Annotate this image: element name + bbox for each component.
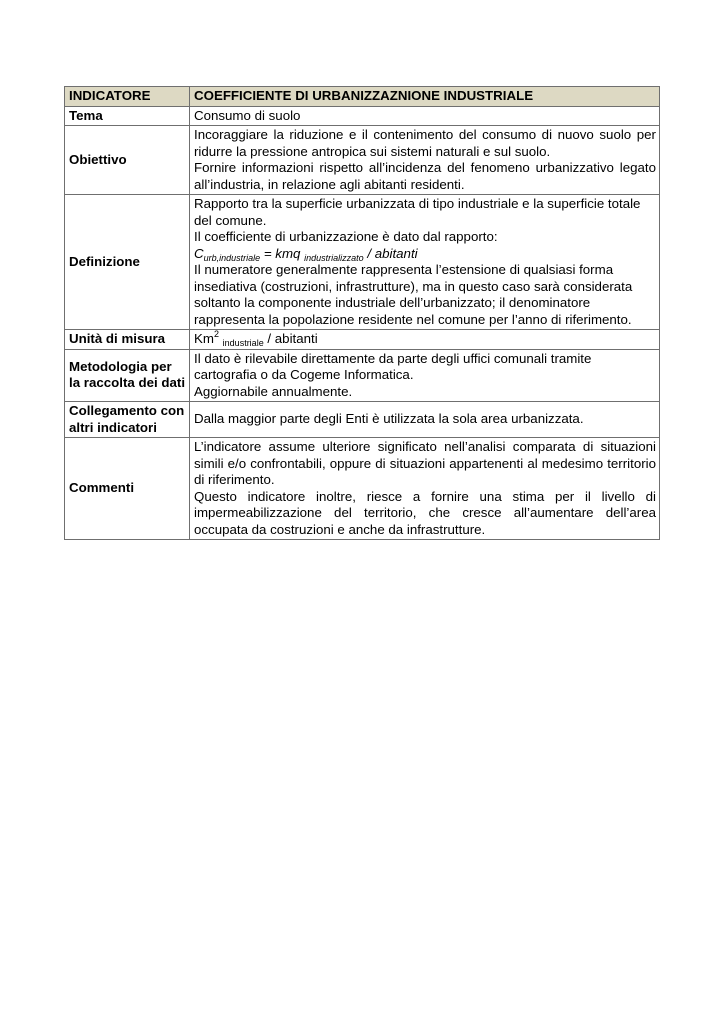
obiettivo-paragraph-1: Incoraggiare la riduzione e il contenimento del consumo di nuovo suolo per ridurre la pressione antropica sui sistemi naturali e sul suolo. <box>194 127 656 159</box>
value-tema: Consumo di suolo <box>190 106 660 126</box>
indicator-table <box>64 86 660 540</box>
row-commenti <box>65 438 660 540</box>
metodologia-paragraph-2: Aggiornabile annualmente. <box>194 383 353 399</box>
row-obiettivo <box>65 126 660 195</box>
table-header-row <box>65 87 660 107</box>
formula-eq: = kmq <box>260 245 305 261</box>
commenti-paragraph-1: L’indicatore assume ulteriore significato nell’analisi comparata di situazioni simili e/o confrontabili, oppure di situazioni appartenenti al medesimo territorio di riferimento. <box>194 439 656 487</box>
label-unita: Unità di misura <box>65 330 190 350</box>
row-unita <box>65 330 660 350</box>
formula-kmq-subscript: industrializzato <box>304 252 364 263</box>
label-tema: Tema <box>65 106 190 126</box>
header-indicator-title: COEFFICIENTE DI URBANIZZAZNIONE INDUSTRIALE <box>190 87 660 107</box>
row-tema <box>65 106 660 126</box>
definizione-formula <box>194 246 656 263</box>
label-metodologia: Metodologia per la raccolta dei dati <box>65 349 190 402</box>
value-definizione <box>190 195 660 330</box>
row-definizione <box>65 195 660 330</box>
value-unita <box>190 330 660 350</box>
value-commenti <box>190 438 660 540</box>
header-indicatore: INDICATORE <box>65 87 190 107</box>
metodologia-paragraph-1: Il dato è rilevabile direttamente da parte degli uffici comunali tramite cartografia o da Cogeme Informatica. <box>194 350 592 382</box>
value-metodologia <box>190 349 660 402</box>
unit-subscript: industriale <box>222 338 264 348</box>
label-definizione: Definizione <box>65 195 190 330</box>
formula-rest: / abitanti <box>363 245 418 261</box>
definizione-paragraph-2: Il coefficiente di urbanizzazione è dato dal rapporto: <box>194 229 498 244</box>
definizione-paragraph-3: Il numeratore generalmente rappresenta l’estensione di qualsiasi forma insediativa (costruzioni, infrastrutture), ma in questo caso sarà considerata soltanto la componente industriale dell’urbanizzato; il denominatore rappresenta la popolazione residente nel comune per l’anno di riferimento. <box>194 262 633 327</box>
formula-c-subscript: urb,industriale <box>203 252 261 263</box>
formula-c: C <box>194 245 204 261</box>
unit-rest: / abitanti <box>263 331 318 346</box>
obiettivo-paragraph-2: Fornire informazioni rispetto all’incidenza del fenomeno urbanizzativo legato all’industria, in relazione agli abitanti residenti. <box>194 160 656 192</box>
row-metodologia <box>65 349 660 402</box>
value-obiettivo <box>190 126 660 195</box>
row-collegamento <box>65 402 660 438</box>
label-commenti: Commenti <box>65 438 190 540</box>
label-obiettivo: Obiettivo <box>65 126 190 195</box>
commenti-paragraph-2: Questo indicatore inoltre, riesce a fornire una stima per il livello di impermeabilizzazione del territorio, che cresce all’aumentare dell’area occupata da costruzioni e anche da infrastrutture. <box>194 488 656 537</box>
definizione-paragraph-1: Rapporto tra la superficie urbanizzata di tipo industriale e la superficie totale del comune. <box>194 196 641 228</box>
unit-superscript: 2 <box>213 329 219 339</box>
unit-km: Km <box>194 331 214 346</box>
value-collegamento: Dalla maggior parte degli Enti è utilizzata la sola area urbanizzata. <box>190 402 660 438</box>
label-collegamento: Collegamento con altri indicatori <box>65 402 190 438</box>
